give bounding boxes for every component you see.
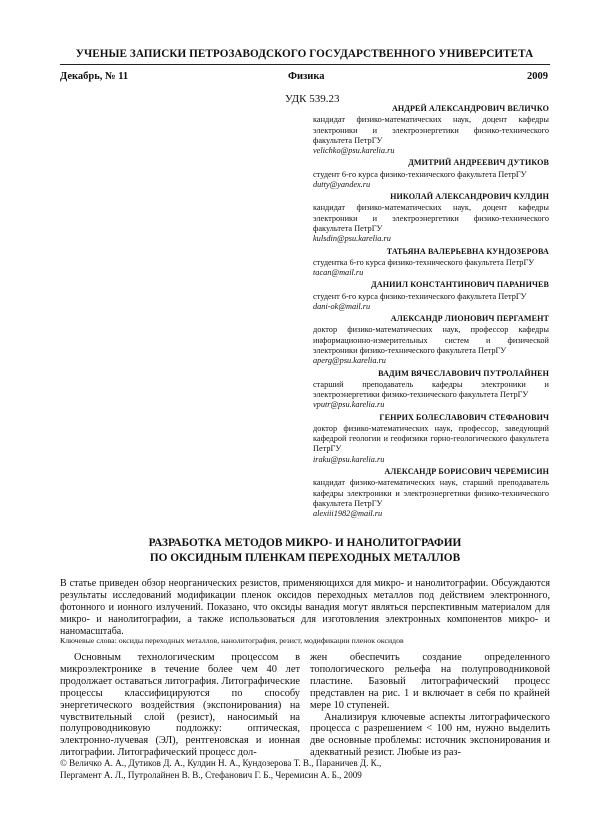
header-rule (60, 64, 550, 65)
title-line: ПО ОКСИДНЫМ ПЛЕНКАМ ПЕРЕХОДНЫХ МЕТАЛЛОВ (149, 551, 461, 564)
body-paragraph: жен обеспечить создание определенного топологического рельефа на полупроводниковой пластине. Базовый литографический процесс представлен на рис. 1 и включает в себя по крайней мере 10 ступеней. (310, 652, 550, 711)
author-entry (313, 411, 549, 465)
body-column-left (60, 652, 300, 759)
author-email: iraku@psu.karelia.ru (313, 454, 385, 464)
author-name: НИКОЛАЙ АЛЕКСАНДРОВИЧ КУЛДИН (390, 192, 549, 202)
author-affiliation: доктор физико-математических наук, профессор, заведующий кафедрой геологии и геофизики горно-геологического факультета ПетрГУ (313, 423, 549, 454)
author-affiliation: старший преподаватель кафедры электроники и электроэнергетики физико-технического факультета ПетрГУ (313, 379, 549, 400)
author-name: ДАНИИЛ КОНСТАНТИНОВИЧ ПАРАНИЧЕВ (371, 280, 549, 290)
authors-list (313, 102, 549, 519)
author-affiliation: кандидат физико-математических наук, доцент кафедры электроники и электроэнергетики физико-технического факультета ПетрГУ (313, 115, 549, 145)
title-line: РАЗРАБОТКА МЕТОДОВ МИКРО- И НАНОЛИТОГРАФИИ (148, 537, 462, 549)
copyright-line: Пергамент А. Л., Путролайнен В. В., Стефанович Г. Б., Черемисин А. Б., 2009 (60, 770, 362, 780)
author-entry (313, 312, 549, 366)
author-entry (313, 156, 549, 190)
year-label: 2009 (527, 71, 548, 82)
author-entry (313, 102, 549, 156)
udk-code: УДК 539.23 (285, 93, 340, 105)
author-affiliation: кандидат физико-математических наук, доцент кафедры электроники и электроэнергетики физико-технического факультета ПетрГУ (313, 203, 549, 233)
copyright-line: © Величко А. А., Дутиков Д. А., Кулдин Н. А., Кундозерова Т. В., Параничев Д. К., (60, 758, 382, 768)
body-paragraph: Анализируя ключевые аспекты литографического процесса с разрешением < 100 нм, нужно выделить две основные проблемы: источник экспонирования и адекватный резист. Любые из раз- (310, 711, 550, 759)
author-affiliation: доктор физико-математических наук, профессор кафедры информационно-измерительных систем и физической электроники физико-технического факультета ПетрГУ (313, 325, 549, 355)
section-label: Физика (288, 71, 325, 82)
author-name: АЛЕКСАНДР ЛИОНОВИЧ ПЕРГАМЕНТ (390, 314, 549, 324)
article-title (60, 536, 550, 565)
author-name: ГЕНРИХ БОЛЕСЛАВОВИЧ СТЕФАНОВИЧ (379, 412, 549, 422)
author-entry (313, 465, 549, 519)
author-email: dutty@yandex.ru (313, 179, 371, 189)
author-email: tacan@mail.ru (313, 268, 364, 278)
author-name: АЛЕКСАНДР БОРИСОВИЧ ЧЕРЕМИСИН (384, 467, 549, 477)
author-email: kulsdin@psu.karelia.ru (313, 234, 391, 244)
author-name: ВАДИМ ВЯЧЕСЛАВОВИЧ ПУТРОЛАЙНЕН (378, 368, 549, 378)
author-affiliation: кандидат физико-математических наук, старший преподаватель кафедры электроники и электроэнергетики физико-технического факультета ПетрГУ (313, 478, 549, 508)
author-entry (313, 278, 549, 312)
author-entry (313, 367, 549, 411)
body-paragraph: Основным технологическим процессом в микроэлектронике в течение более чем 40 лет продолжает оставаться литография. Литографические процессы классифицируются по способу энергетического воздействия (экспонирования) на чувствительный слой (резист), наносимый на полупроводниковую подложку: оптическая, электронно-лучевая (ЭЛ), рентгеновская и ионная литографии. Литографический процесс дол- (60, 652, 300, 759)
author-name: ДМИТРИЙ АНДРЕЕВИЧ ДУТИКОВ (408, 158, 549, 168)
author-email: alexiii1982@mail.ru (313, 509, 383, 519)
keywords: Ключевые слова: оксиды переходных металлов, нанолитография, резист, модификации пленок оксидов (60, 636, 404, 645)
copyright-notice (60, 757, 550, 781)
journal-title: УЧЕНЫЕ ЗАПИСКИ ПЕТРОЗАВОДСКОГО ГОСУДАРСТВЕННОГО УНИВЕРСИТЕТА (75, 48, 534, 60)
author-affiliation: студент 6-го курса физико-технического факультета ПетрГУ (313, 169, 527, 179)
author-email: velichko@psu.karelia.ru (313, 146, 395, 156)
author-email: vputr@psu.karelia.ru (313, 400, 385, 410)
issue-label: Декабрь, № 11 (60, 71, 129, 82)
author-entry (313, 190, 549, 244)
author-name: АНДРЕЙ АЛЕКСАНДРОВИЧ ВЕЛИЧКО (391, 104, 549, 113)
author-entry (313, 245, 549, 279)
author-email: dani-ok@mail.ru (313, 301, 371, 311)
author-name: ТАТЬЯНА ВАЛЕРЬЕВНА КУНДОЗЕРОВА (386, 246, 549, 256)
author-affiliation: студентка 6-го курса физико-технического факультета ПетрГУ (313, 257, 535, 267)
author-affiliation: студент 6-го курса физико-технического факультета ПетрГУ (313, 291, 527, 301)
abstract: В статье приведен обзор неорганических резистов, применяющихся для микро- и нанолитографии. Обсуждаются результаты исследований модификации пленок оксидов переходных металлов под действием электронного, фотонного и ионного излучений. Показано, что оксиды ванадия могут являться перспективным материалом для микро- и нанолитографии, а также использоваться для изготовления электронных компонентов микро- и наномасштаба. (60, 578, 550, 637)
author-email: aperg@psu.karelia.ru (313, 356, 386, 366)
body-column-right (310, 652, 550, 759)
